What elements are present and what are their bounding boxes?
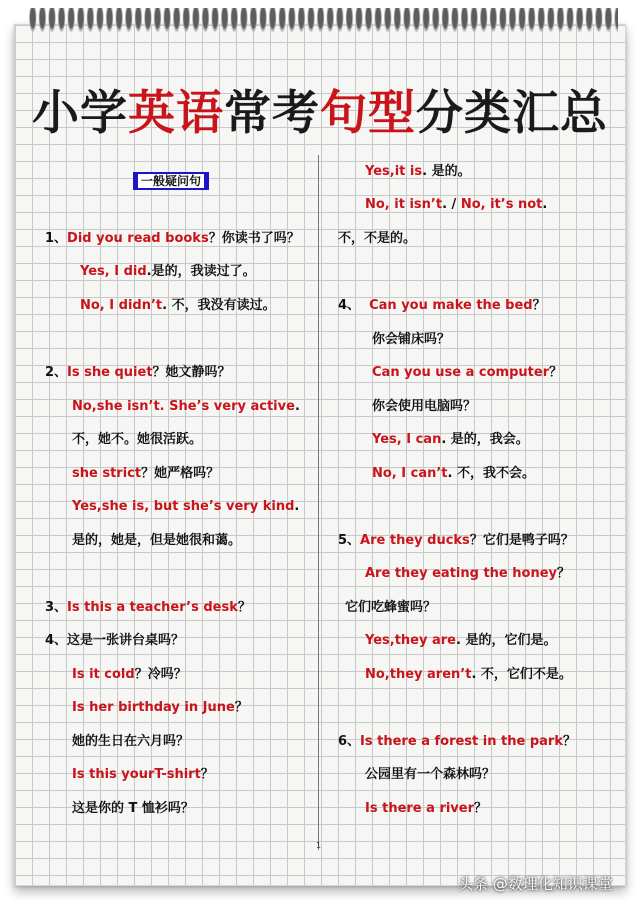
section-label-text: 一般疑问句 <box>138 174 204 188</box>
left-line-12: Is it cold？冷吗？ <box>72 667 187 682</box>
right-line-5: 你会铺床吗？ <box>372 332 451 347</box>
page-number: 1 <box>316 841 322 850</box>
left-line-16: 这是你的 T 恤衫吗？ <box>72 801 194 816</box>
left-line-3: No, I didn’t. 不，我没有读过。 <box>80 298 276 313</box>
left-line-8: Yes,she is, but she’s very kind. <box>72 499 300 514</box>
column-divider <box>316 155 322 850</box>
right-line-17: Is there a river？ <box>365 801 488 816</box>
right-line-3: 不，不是的。 <box>338 231 417 246</box>
right-line-14: No,they aren’t. 不，它们不是。 <box>365 667 572 682</box>
section-label <box>133 172 209 190</box>
right-line-16: 公园里有一个森林吗？ <box>365 767 496 782</box>
left-line-4: 2、Is she quiet？她文静吗？ <box>45 365 231 380</box>
left-line-9: 是的，她是，但是她很和蔼。 <box>72 533 242 548</box>
left-line-5: No,she isn’t. She’s very active. <box>72 399 300 414</box>
right-line-1: Yes,it is. 是的。 <box>365 164 471 179</box>
notebook-sheet <box>14 24 626 886</box>
left-line-13: Is her birthday in June？ <box>72 700 248 715</box>
right-line-10: 5、Are they ducks？它们是鸭子吗？ <box>338 533 574 548</box>
left-line-6: 不，她不。她很活跃。 <box>72 432 203 447</box>
left-line-14: 她的生日在六月吗？ <box>72 734 190 749</box>
title-part-4: 句型 <box>320 86 416 141</box>
right-line-15: 6、Is there a forest in the park？ <box>338 734 576 749</box>
right-line-7: 你会使用电脑吗？ <box>372 399 477 414</box>
right-line-4: 4、 Can you make the bed？ <box>338 298 546 313</box>
right-line-9: No, I can’t. 不，我不会。 <box>372 466 535 481</box>
left-line-2: Yes, I did.是的，我读过了。 <box>80 264 256 279</box>
right-line-12: 它们吃蜂蜜吗？ <box>345 600 437 615</box>
title-part-5: 分类汇总 <box>416 86 608 141</box>
right-line-11: Are they eating the honey？ <box>365 566 571 581</box>
right-line-6: Can you use a computer？ <box>372 365 563 380</box>
right-line-2: No, it isn’t. / No, it’s not. <box>365 197 548 212</box>
right-line-8: Yes, I can. 是的，我会。 <box>372 432 529 447</box>
left-line-10: 3、Is this a teacher’s desk？ <box>45 600 251 615</box>
left-line-1: 1、Did you read books？你读书了吗？ <box>45 231 300 246</box>
left-line-15: Is this yourT-shirt？ <box>72 767 214 782</box>
left-line-7: she strict？她严格吗？ <box>72 466 220 481</box>
title-part-1: 小学 <box>32 86 128 141</box>
title-part-2: 英语 <box>128 86 224 141</box>
page-title <box>0 76 640 143</box>
right-line-13: Yes,they are. 是的，它们是。 <box>365 633 557 648</box>
left-line-11: 4、这是一张讲台桌吗？ <box>45 633 185 648</box>
title-part-3: 常考 <box>224 86 320 141</box>
spiral-binding <box>28 8 618 36</box>
watermark: 头条 @数理化知识课堂 <box>458 875 613 893</box>
